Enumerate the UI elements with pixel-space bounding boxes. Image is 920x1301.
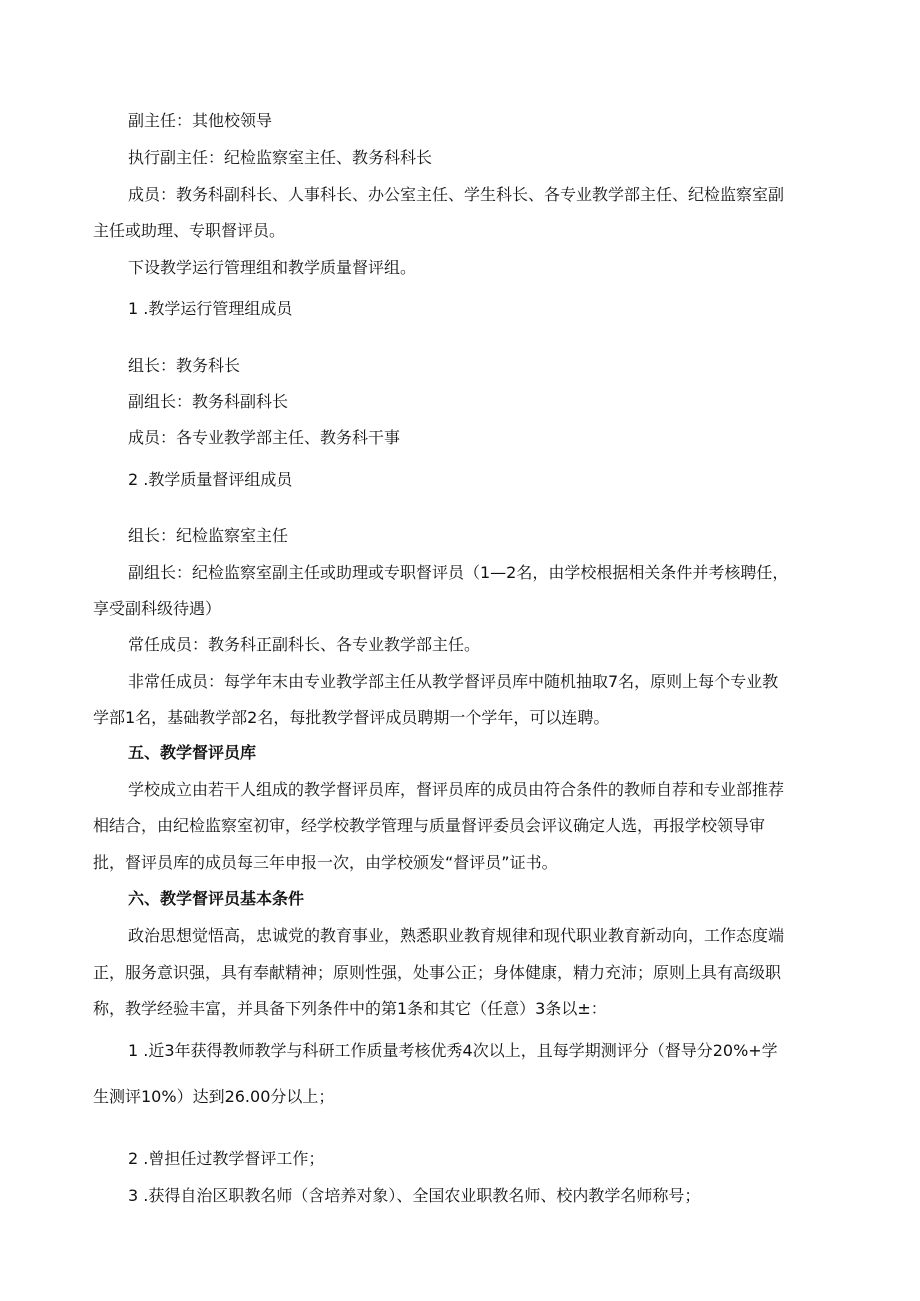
section-heading-1: 1 .教学运行管理组成员 [128, 299, 293, 318]
condition-2: 2 .曾担任过教学督评工作； [128, 1149, 325, 1168]
group1-deputy-leader: 副组长：教务科副科长 [128, 392, 289, 411]
deputy-director-line: 副主任：其他校领导 [128, 111, 273, 130]
section-heading-2: 2 .教学质量督评组成员 [128, 470, 293, 489]
section-5-heading: 五、教学督评员库 [128, 743, 257, 762]
group2-non-standing-members: 非常任成员：每学年末由专业教学部主任从教学督评员库中随机抽取7名，原则上每个专业教 [128, 672, 779, 691]
section-6-paragraph-line-3: 称，教学经验丰富，并具备下列条件中的第1条和其它（任意）3条以±： [93, 999, 607, 1018]
section-6-heading: 六、教学督评员基本条件 [128, 889, 305, 908]
members-line: 成员：教务科副科长、人事科长、办公室主任、学生科长、各专业教学部主任、纪检监察室副 [128, 185, 785, 204]
group1-leader: 组长：教务科长 [128, 356, 241, 375]
group1-members: 成员：各专业教学部主任、教务科干事 [128, 428, 401, 447]
condition-1-line-2: 生测评10%）达到26.00分以上； [93, 1087, 335, 1106]
condition-1-line-1: 1 .近3年获得教师教学与科研工作质量考核优秀4次以上，且每学期测评分（督导分20%+学 [128, 1041, 778, 1060]
executive-deputy-director-line: 执行副主任：纪检监察室主任、教务科科长 [128, 148, 433, 167]
group2-deputy-leader-continued: 享受副科级待遇） [93, 599, 222, 618]
group2-non-standing-members-continued: 学部1名，基础教学部2名，每批教学督评成员聘期一个学年，可以连聘。 [93, 708, 610, 727]
section-5-paragraph-line-1: 学校成立由若干人组成的教学督评员库，督评员库的成员由符合条件的教师自荐和专业部推荐 [128, 780, 785, 799]
section-6-paragraph-line-1: 政治思想觉悟高，忠诚党的教育事业，熟悉职业教育规律和现代职业教育新动向，工作态度端 [128, 926, 785, 945]
group2-deputy-leader: 副组长：纪检监察室副主任或助理或专职督评员（1—2名，由学校根据相关条件并考核聘任， [128, 563, 789, 582]
group2-standing-members: 常任成员：教务科正副科长、各专业教学部主任。 [128, 635, 481, 654]
members-line-continued: 主任或助理、专职督评员。 [93, 221, 286, 240]
section-5-paragraph-line-3: 批，督评员库的成员每三年申报一次，由学校颁发“督评员”证书。 [93, 853, 558, 872]
subgroups-intro: 下设教学运行管理组和教学质量督评组。 [128, 258, 417, 277]
section-5-paragraph-line-2: 相结合，由纪检监察室初审，经学校教学管理与质量督评委员会评议确定人选，再报学校领导审 [93, 816, 766, 835]
condition-3: 3 .获得自治区职教名师（含培养对象）、全国农业职教名师、校内教学名师称号； [128, 1186, 701, 1205]
section-6-paragraph-line-2: 正，服务意识强，具有奉献精神；原则性强，处事公正；身体健康，精力充沛；原则上具有高级职 [93, 963, 782, 982]
group2-leader: 组长：纪检监察室主任 [128, 526, 289, 545]
